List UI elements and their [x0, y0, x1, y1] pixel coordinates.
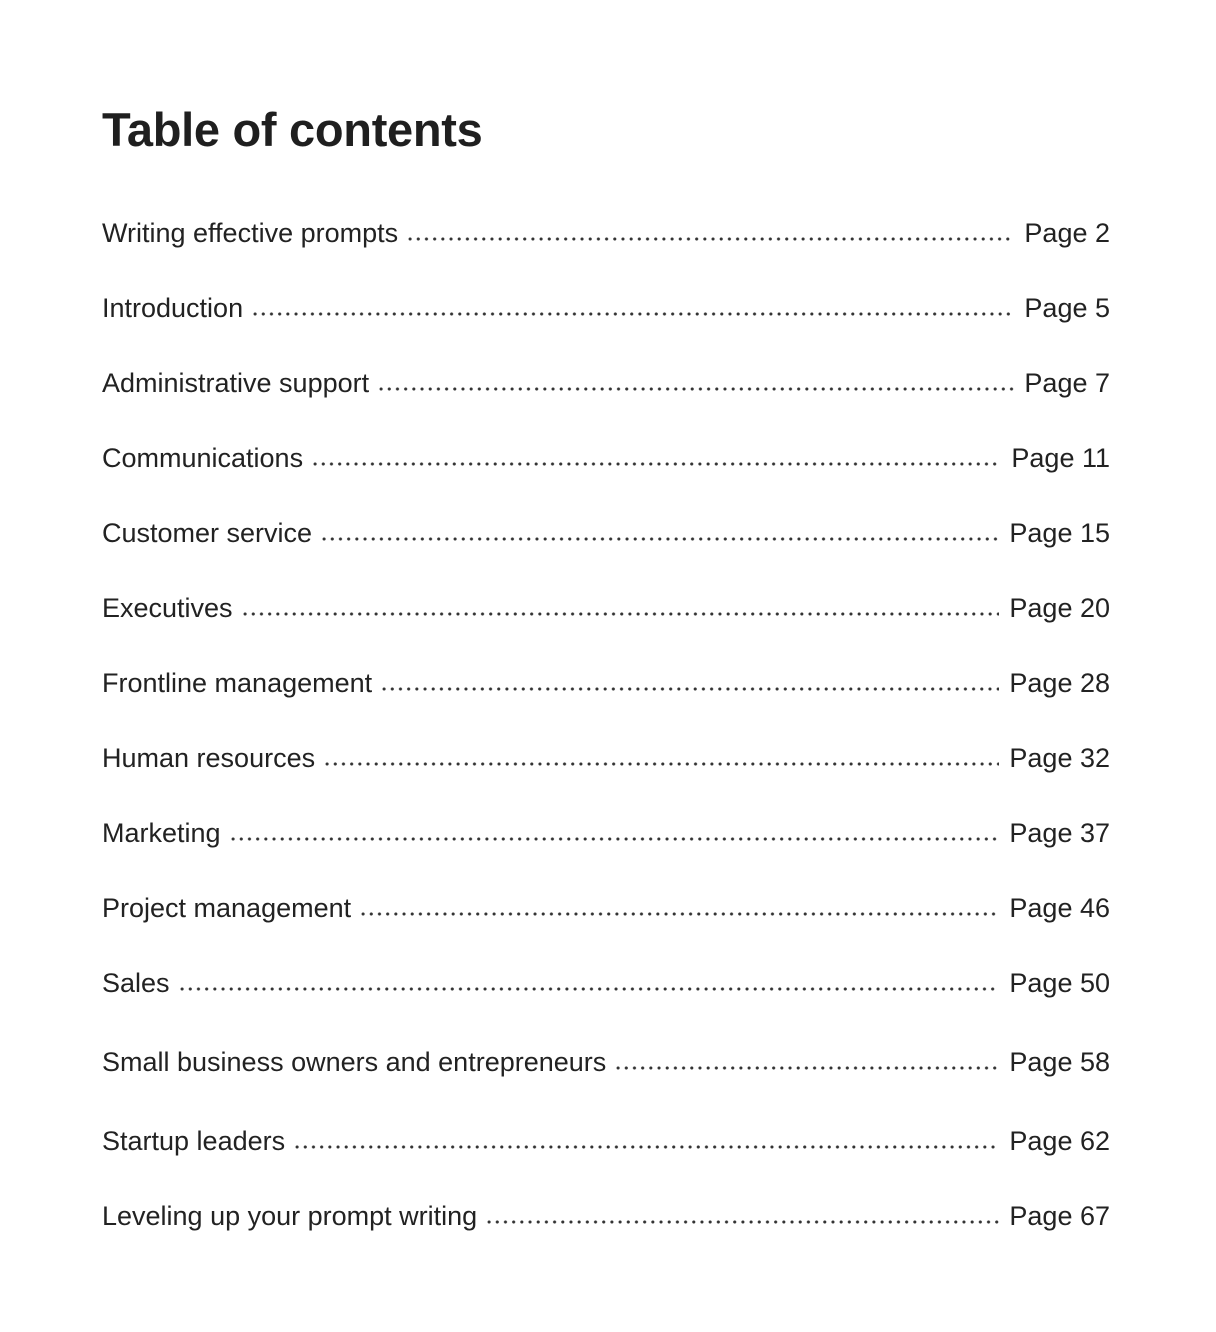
dot-leader	[377, 387, 1014, 391]
toc-entry-executives[interactable]	[102, 588, 1110, 628]
toc-entry-page-number: Page 7	[1024, 368, 1110, 398]
toc-entry-project-management[interactable]	[102, 888, 1110, 928]
toc-entry-label: Executives	[102, 593, 233, 623]
toc-entry-marketing[interactable]	[102, 813, 1110, 853]
toc-entry-page-number: Page 15	[1009, 518, 1110, 548]
toc-entry-frontline-management[interactable]	[102, 663, 1110, 703]
toc-entry-label: Small business owners and entrepreneurs	[102, 1047, 607, 1077]
dot-leader	[241, 612, 1000, 616]
toc-entry-startup-leaders[interactable]	[102, 1121, 1110, 1161]
toc-entry-label: Marketing	[102, 818, 221, 848]
toc-entry-communications[interactable]	[102, 438, 1110, 478]
dot-leader	[614, 1066, 999, 1070]
toc-entry-label: Leveling up your prompt writing	[102, 1201, 478, 1231]
toc-entry-human-resources[interactable]	[102, 738, 1110, 778]
toc-entry-label: Project management	[102, 893, 352, 923]
toc-entry-page-number: Page 28	[1009, 668, 1110, 698]
toc-entry-label: Introduction	[102, 293, 244, 323]
toc-entry-page-number: Page 32	[1009, 743, 1110, 773]
toc-entry-page-number: Page 58	[1009, 1047, 1110, 1077]
toc-entry-page-number: Page 62	[1009, 1126, 1110, 1156]
toc-entry-label: Customer service	[102, 518, 313, 548]
toc-entry-writing-effective-prompts[interactable]	[102, 213, 1110, 253]
dot-leader	[359, 912, 999, 916]
toc-entry-page-number: Page 67	[1009, 1201, 1110, 1231]
toc-entry-page-number: Page 37	[1009, 818, 1110, 848]
toc-entry-page-number: Page 50	[1009, 968, 1110, 998]
dot-leader	[323, 762, 999, 766]
dot-leader	[380, 687, 999, 691]
toc-entry-page-number: Page 5	[1024, 293, 1110, 323]
toc-entry-sales[interactable]	[102, 963, 1110, 1003]
dot-leader	[406, 237, 1014, 241]
page-title: Table of contents	[102, 103, 483, 156]
toc-entry-page-number: Page 20	[1009, 593, 1110, 623]
dot-leader	[251, 312, 1014, 316]
toc-entry-page-number: Page 11	[1011, 443, 1110, 473]
toc-entry-label: Sales	[102, 968, 170, 998]
dot-leader	[320, 537, 999, 541]
toc-entry-label: Startup leaders	[102, 1126, 286, 1156]
toc-entry-page-number: Page 46	[1009, 893, 1110, 923]
dot-leader	[311, 462, 1001, 466]
toc-entry-administrative-support[interactable]	[102, 363, 1110, 403]
dot-leader	[485, 1220, 999, 1224]
toc-entry-small-business-owners[interactable]	[102, 1042, 1110, 1082]
toc-entry-leveling-up-prompt-writing[interactable]	[102, 1196, 1110, 1236]
toc-entry-customer-service[interactable]	[102, 513, 1110, 553]
dot-leader	[178, 987, 1000, 991]
dot-leader	[293, 1145, 999, 1149]
toc-entry-label: Administrative support	[102, 368, 370, 398]
toc-entry-label: Human resources	[102, 743, 316, 773]
toc-entry-page-number: Page 2	[1024, 218, 1110, 248]
toc-entry-label: Frontline management	[102, 668, 373, 698]
toc-entry-introduction[interactable]	[102, 288, 1110, 328]
dot-leader	[229, 837, 1000, 841]
toc-entry-label: Communications	[102, 443, 304, 473]
toc-entry-label: Writing effective prompts	[102, 218, 399, 248]
